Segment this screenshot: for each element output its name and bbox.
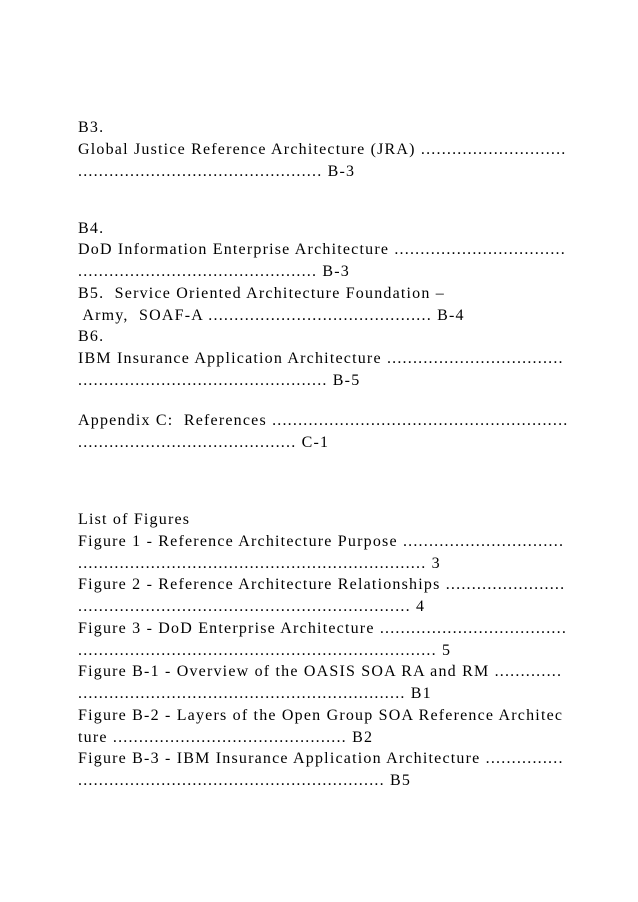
figure-3-title-line: Figure 3 - DoD Enterprise Architecture .................................... [78, 620, 568, 637]
figure-b2-page-line: ture ............................................. B2 [78, 729, 374, 746]
list-of-figures-title: List of Figures [78, 511, 191, 528]
b3-title-line: Global Justice Reference Architecture (JRA) ............................ [78, 141, 567, 158]
figure-2-page-line: ................................................................ 4 [78, 598, 426, 615]
appendix-c-page-line: .......................................... C-1 [78, 434, 330, 451]
b4-title-line: DoD Information Enterprise Architecture ................................. [78, 241, 566, 258]
b5-page-line: Army, SOAF-A ........................................... B-4 [78, 307, 465, 324]
figure-b1-title-line: Figure B-1 - Overview of the OASIS SOA RA and RM ............. [78, 663, 563, 680]
figure-3-page-line: ..................................................................... 5 [78, 642, 452, 659]
figure-1-title-line: Figure 1 - Reference Architecture Purpose ............................... [78, 533, 565, 550]
b6-page-line: ................................................ B-5 [78, 372, 361, 389]
b6-heading: B6. [78, 328, 105, 345]
figure-1-page-line: ................................................................... 3 [78, 555, 441, 572]
figure-b2-title-line: Figure B-2 - Layers of the Open Group SOA Reference Architec [78, 707, 564, 724]
figure-b3-page-line: ........................................................... B5 [78, 772, 412, 789]
figure-b3-title-line: Figure B-3 - IBM Insurance Application Architecture ............... [78, 750, 564, 767]
b4-page-line: .............................................. B-3 [78, 263, 350, 280]
b6-title-line: IBM Insurance Application Architecture .................................. [78, 350, 564, 367]
figure-2-title-line: Figure 2 - Reference Architecture Relationships ....................... [78, 576, 566, 593]
appendix-c-title-line: Appendix C: References ......................................................... [78, 412, 569, 429]
b3-heading: B3. [78, 119, 105, 136]
figure-b1-page-line: ............................................................... B1 [78, 685, 432, 702]
b4-heading: B4. [78, 220, 105, 237]
b5-title-line: B5. Service Oriented Architecture Foundation – [78, 285, 445, 302]
b3-page-line: ............................................... B-3 [78, 163, 356, 180]
